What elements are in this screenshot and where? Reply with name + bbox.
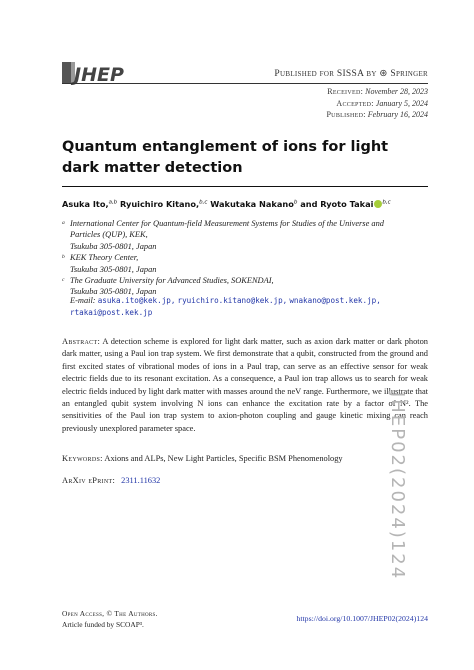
received-date: November 28, 2023 <box>365 87 428 96</box>
affiliation <box>62 252 412 275</box>
affiliation-line: KEK Theory Center, <box>70 253 139 263</box>
email-block <box>70 295 430 319</box>
affiliation-line: Particles (QUP), KEK, <box>70 230 148 240</box>
affiliation-marker: a <box>62 220 65 226</box>
published-date: February 16, 2024 <box>367 110 428 119</box>
funding-text: Article funded by SCOAP³. <box>62 619 144 629</box>
publisher-name: Springer <box>390 69 428 79</box>
affiliation <box>62 218 412 252</box>
abstract-text: A detection scheme is explored for light dark matter, such as axion dark matter or dark photon dark matter, using a Paul ion trap system. We first demonstrate that a qubit, constructed from the ground and first excited states of vibrational modes of ions in a Paul trap, can serve as an effective sensor for weak electric fields due to its resonant excitation. As a consequence, a Paul ion trap allows us to search for weak electric fields induced by light dark matter with masses around the neV range. Furthermore, we illustrate that an entangled qubit system involving N ions can enhance the excitation rate by a factor of N². The sensitivities of the Paul ion trap system to axion-photon coupling and gauge kinetic mixing can reach previously unexplored parameter space. <box>62 337 428 433</box>
author-name: and Ryoto Takai <box>300 199 374 209</box>
header-divider <box>62 83 428 84</box>
accepted-date: January 5, 2024 <box>375 98 428 108</box>
title-divider <box>62 186 428 187</box>
springer-icon: ⊛ <box>379 69 388 79</box>
publisher-line <box>274 68 428 79</box>
published-label: Published: <box>326 110 366 119</box>
email-link[interactable]: asuka.ito@kek.jp, <box>97 296 176 305</box>
open-access-text: Open Access, © The Authors. <box>62 609 158 618</box>
abstract-label: Abstract: <box>62 337 101 346</box>
keywords <box>62 454 428 463</box>
publisher-text: Published for SISSA by <box>274 69 377 79</box>
open-access-note <box>62 609 158 630</box>
affiliation-line: Tsukuba 305-0801, Japan <box>70 264 157 274</box>
paper-title: Quantum entanglement of ions for light dark matter detection <box>62 139 389 176</box>
author-name: Ryuichiro Kitano, <box>120 199 200 209</box>
author-affil: b <box>293 199 298 206</box>
received-label: Received: <box>327 87 364 96</box>
affiliations <box>62 218 412 298</box>
accepted-label: Accepted: <box>336 98 374 108</box>
logo-text: JHEP <box>74 64 124 86</box>
author-name: Wakutaka Nakano <box>210 199 294 209</box>
author-affil: b,c <box>382 199 391 206</box>
arxiv-eprint <box>62 476 428 485</box>
affiliation-line: International Center for Quantum-field Measurement Systems for Studies of the Universe and <box>70 219 384 228</box>
side-identifier: JHEP02(2024)124 <box>387 392 408 581</box>
author-affil: a,b <box>108 199 118 206</box>
affiliation-marker: c <box>62 277 65 284</box>
affiliation-line: Tsukuba 305-0801, Japan <box>70 241 157 251</box>
author-list <box>62 199 391 209</box>
email-label: E-mail: <box>70 296 96 305</box>
email-link[interactable]: wnakano@post.kek.jp, <box>289 296 381 305</box>
arxiv-label: ArXiv ePrint: <box>62 476 116 485</box>
affiliation-marker: b <box>62 254 65 261</box>
affiliation-line: The Graduate University for Advanced Studies, SOKENDAI, <box>70 276 274 286</box>
keywords-text: Axions and ALPs, New Light Particles, Specific BSM Phenomenology <box>104 454 343 463</box>
keywords-label: Keywords: <box>62 454 103 463</box>
email-link[interactable]: rtakai@post.kek.jp <box>70 308 153 317</box>
author-affil: b,c <box>199 199 208 206</box>
affiliation-line: Tsukuba 305-0801, Japan <box>70 287 157 297</box>
publication-dates <box>326 86 428 121</box>
author-name: Asuka Ito, <box>62 199 109 209</box>
abstract <box>62 336 428 435</box>
email-link[interactable]: ryuichiro.kitano@kek.jp, <box>177 296 288 305</box>
arxiv-link[interactable]: 2311.11632 <box>121 476 161 485</box>
doi-link[interactable]: https://doi.org/10.1007/JHEP02(2024)124 <box>296 614 428 623</box>
